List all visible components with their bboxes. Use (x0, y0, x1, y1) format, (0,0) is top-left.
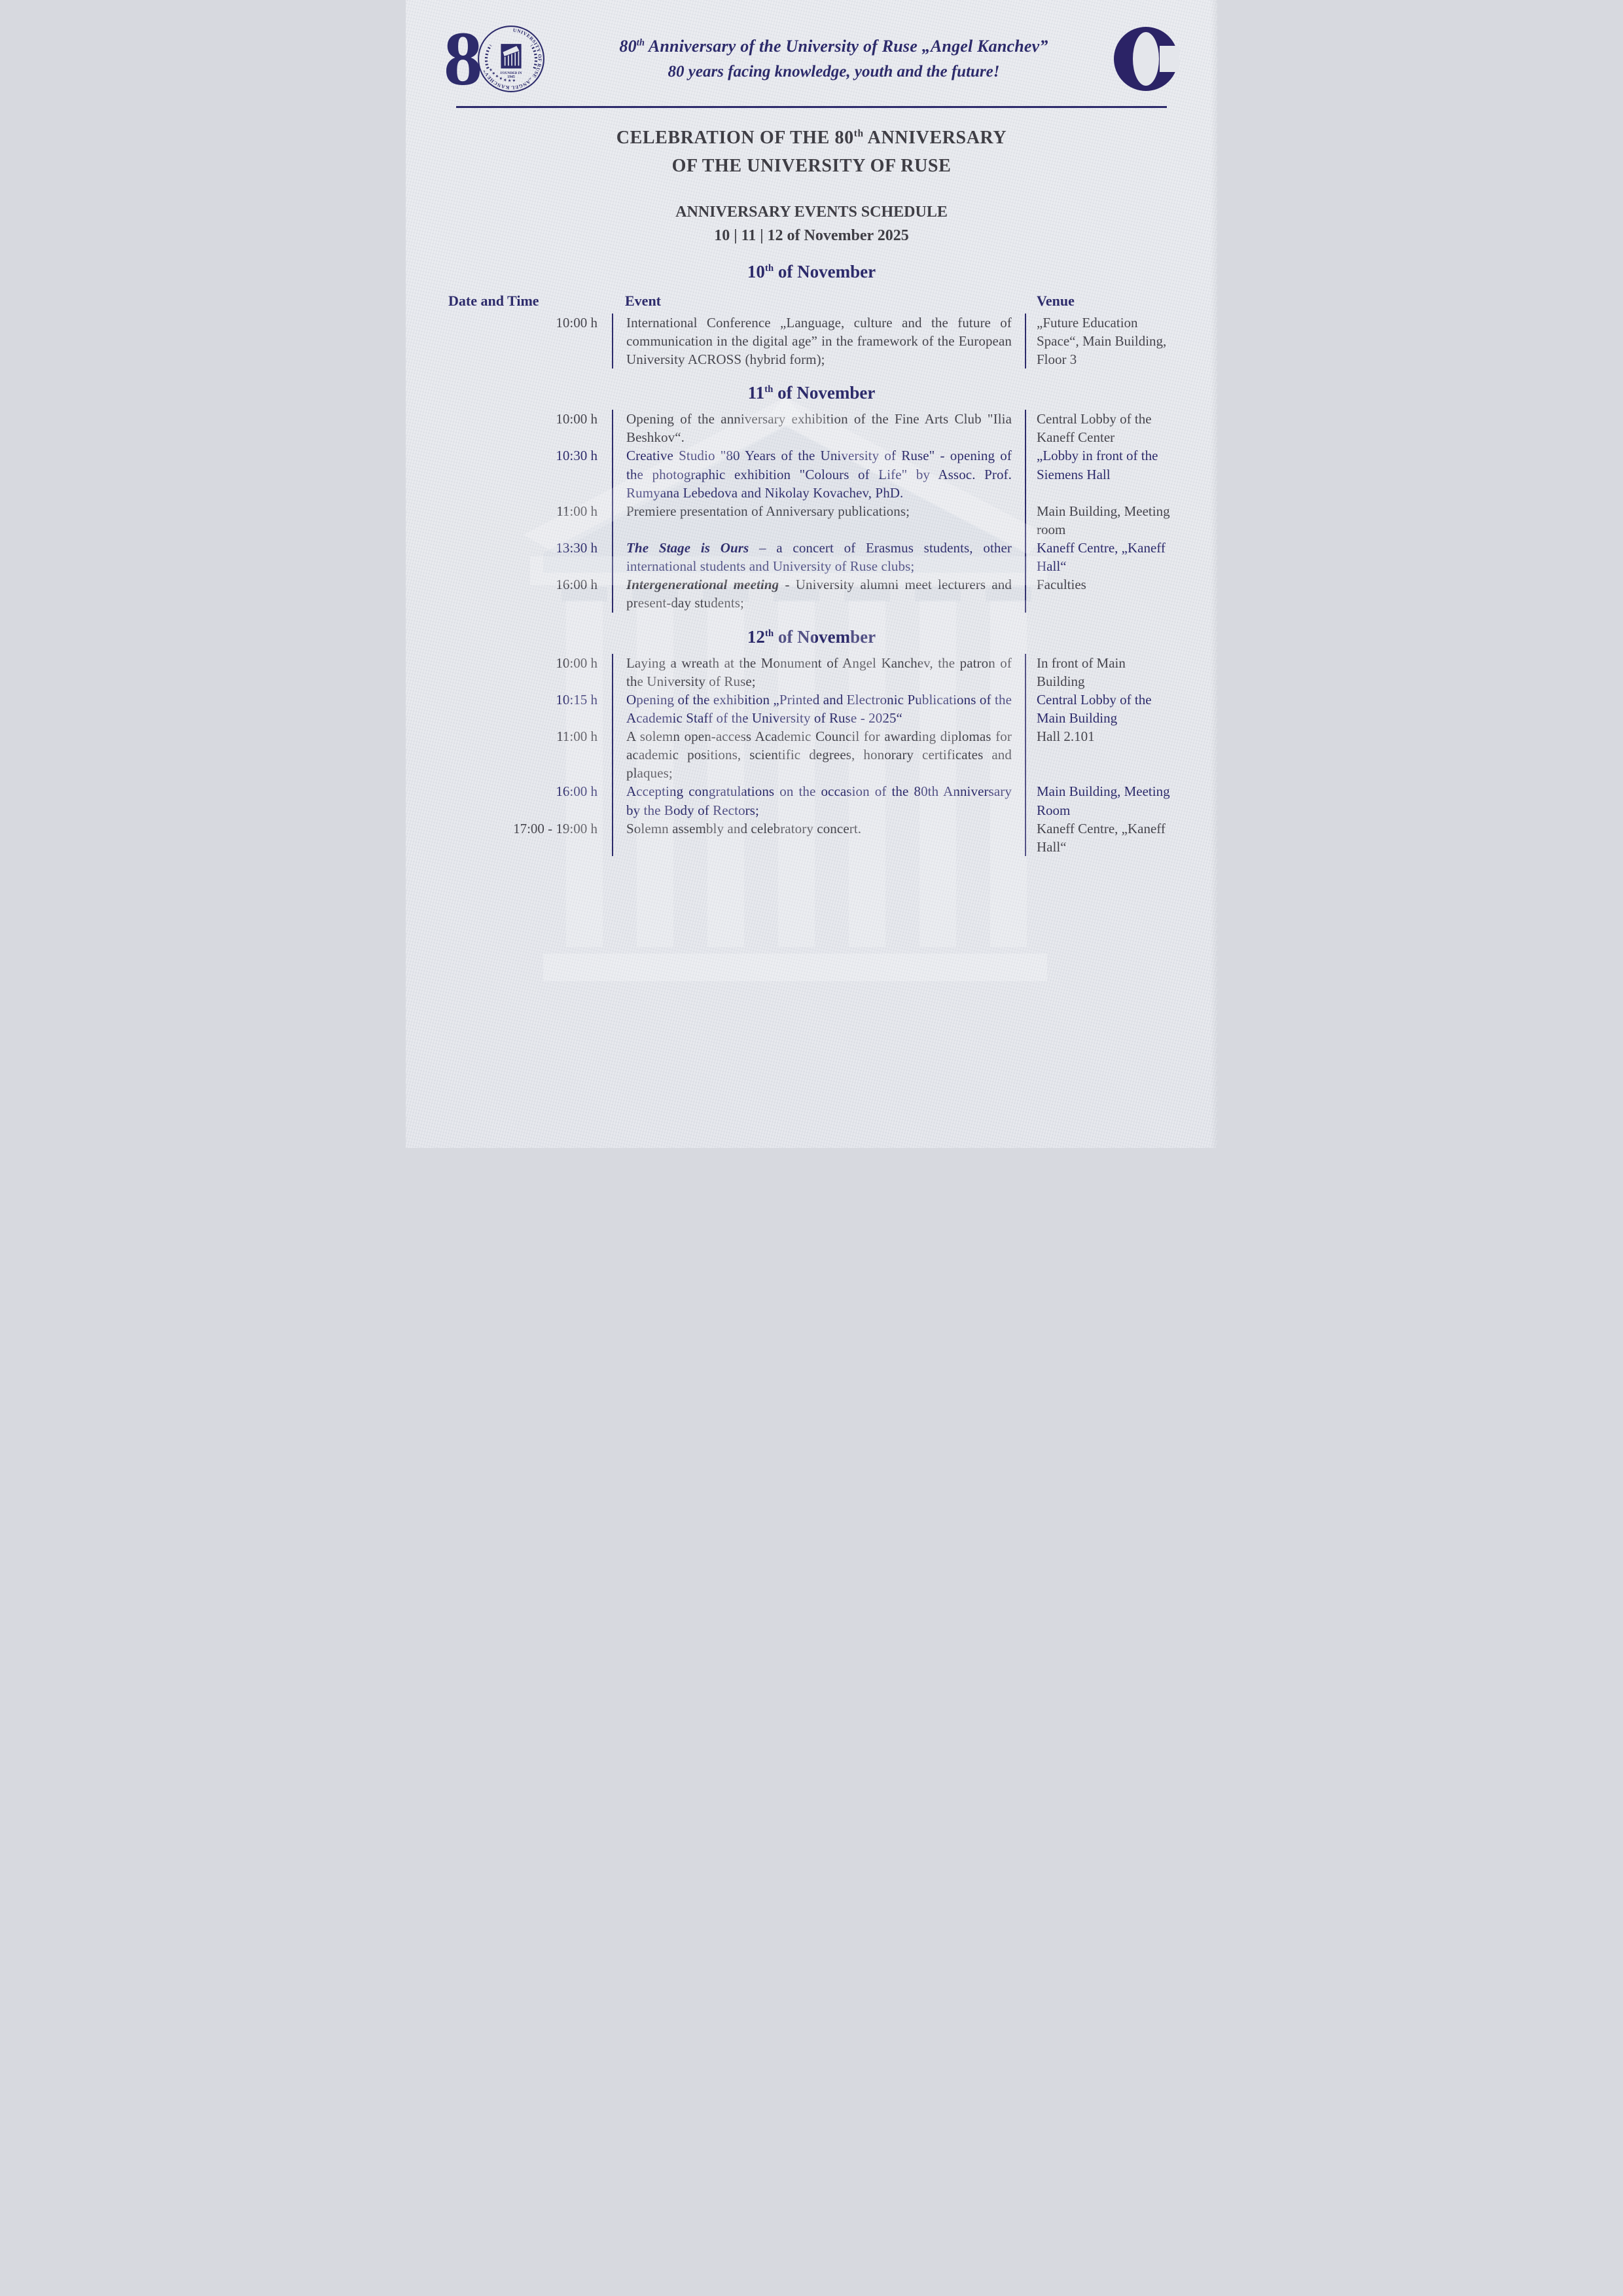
event-row-text (612, 446, 1026, 501)
section-day-rest: of November (773, 383, 876, 403)
table-header-row (448, 289, 1175, 311)
event-row-venue: Central Lobby of the Main Building (1037, 691, 1152, 726)
event-table-nov11 (448, 410, 1175, 612)
event-row-lead: The Stage is Ours (626, 540, 749, 556)
event-row-time: 10:30 h (556, 448, 597, 464)
event-row-time: 10:00 h (556, 655, 597, 671)
event-row-time: 13:30 h (556, 540, 597, 556)
section-day: 12 (747, 626, 765, 647)
event-row-body: International Conference „Language, culture and the future of communication in the digital age” in the framework of the European University ACROSS (hybrid form); (626, 314, 1012, 368)
university-seal-icon (477, 25, 545, 93)
section-day: 11 (747, 383, 765, 403)
event-row-text (612, 502, 1026, 539)
header-title-sup: th (636, 37, 645, 48)
event-row-time: 10:15 h (556, 691, 597, 708)
event-row-text (612, 727, 1026, 782)
event-row-time: 11:00 h (556, 728, 597, 745)
seal-founded-year: 1945 (507, 75, 515, 80)
section-heading-nov11 (406, 383, 1217, 403)
schedule-title-line1: ANNIVERSARY EVENTS SCHEDULE (675, 203, 948, 221)
event-row-body: Opening of the exhibition „Printed and Electronic Publications of the Academic Staff of the University of Ruse - 2025“ (626, 691, 1012, 726)
event-row-venue: „Lobby in front of the Siemens Hall (1037, 448, 1158, 482)
event-table-nov12 (448, 654, 1175, 856)
event-row-text (612, 539, 1026, 575)
schedule-dates: 10 | 11 | 12 of November 2025 (714, 226, 909, 244)
section-day: 10 (747, 261, 765, 281)
header-title-block (556, 37, 1111, 81)
event-row-text (612, 782, 1026, 819)
event-row-lead: Intergenerational meeting (626, 577, 779, 593)
event-row-body: Solemn assembly and celebratory concert. (626, 820, 862, 836)
event-row-body: Opening of the anniversary exhibition of the Fine Arts Club "Ilia Beshkov“. (626, 411, 1012, 446)
main-title-line1-pre: CELEBRATION OF THE 80 (616, 128, 854, 148)
main-title-line1 (406, 124, 1217, 152)
main-title-line2: OF THE UNIVERSITY OF RUSE (671, 156, 952, 177)
seal-building-icon (501, 44, 521, 68)
event-row-body: - University alumni meet lecturers and present-day students; (626, 577, 1012, 611)
main-title-line1-post: ANNIVERSARY (863, 128, 1007, 148)
seal-founded-text: FOUNDED IN (500, 71, 522, 75)
seal-ring-text: UNIVERSITY OF RUSE „ANGEL KANCHEV“ (481, 27, 543, 91)
event-row-body: Premiere presentation of Anniversary publications; (626, 503, 910, 519)
main-title (406, 124, 1217, 181)
event-row-venue: In front of Main Building (1037, 655, 1126, 689)
event-row-venue: Main Building, Meeting room (1037, 503, 1170, 537)
section-heading-nov10 (406, 262, 1217, 282)
main-title-line1-sup: th (853, 128, 864, 139)
header-title-num: 80 (619, 37, 637, 56)
section-day-sup: th (764, 384, 774, 395)
event-row-venue: Kaneff Centre, „Kaneff Hall“ (1037, 820, 1166, 855)
university-80-logo (444, 15, 556, 101)
c-monogram-icon (1114, 22, 1179, 96)
column-header-event: Event (625, 292, 661, 309)
event-row-body: – a concert of Erasmus students, other international students and University of Ruse clubs; (626, 540, 1012, 575)
event-row-text (612, 654, 1026, 691)
event-table-nov10 (448, 314, 1175, 368)
anniversary-poster (406, 0, 1217, 1148)
event-row-time: 10:00 h (556, 314, 597, 331)
header-title (562, 37, 1106, 56)
event-row-text (612, 691, 1026, 727)
schedule-title (406, 200, 1217, 247)
section-heading-nov12 (406, 627, 1217, 647)
event-row-text (612, 314, 1026, 368)
header-title-rest: Anniversary of the University of Ruse „Angel Kanchev” (645, 37, 1048, 56)
event-row-venue: Kaneff Centre, „Kaneff Hall“ (1037, 540, 1166, 575)
event-row-body: Accepting congratulations on the occasion of the 80th Anniversary by the Body of Rectors; (626, 783, 1012, 818)
event-row-venue: Faculties (1037, 577, 1086, 593)
section-day-rest: of November (774, 261, 876, 281)
event-row-body: A solemn open-access Academic Council for awarding diplomas for academic positions, scientific degrees, honorary certificates and plaques; (626, 728, 1012, 781)
header-tagline: 80 years facing knowledge, youth and the future! (668, 63, 1000, 81)
event-row-venue: „Future Education Space“, Main Building, Floor 3 (1037, 314, 1167, 368)
event-row-venue: Hall 2.101 (1037, 728, 1095, 745)
header-divider (456, 106, 1167, 108)
event-row-time: 10:00 h (556, 411, 597, 427)
event-row-time: 16:00 h (556, 783, 597, 800)
section-day-sup: th (764, 628, 774, 639)
seal-stars: ★ ★ ★ ★ ★ ★ ★ (488, 67, 516, 84)
event-row-time: 11:00 h (556, 503, 597, 519)
column-header-venue: Venue (1037, 292, 1075, 309)
event-row-body: Laying a wreath at the Monument of Angel Kanchev, the patron of the University of Ruse; (626, 655, 1012, 689)
event-row-text (612, 575, 1026, 612)
event-row-text (612, 819, 1026, 856)
c-monogram-logo (1111, 22, 1179, 96)
event-row-body: Creative Studio "80 Years of the University of Ruse" - opening of the photographic exhibition "Colours of Life" by Assoc. Prof. Rumyana Lebedova and Nikolay Kovachev, PhD. (626, 448, 1012, 501)
event-row-venue: Central Lobby of the Kaneff Center (1037, 411, 1152, 446)
event-row-time: 16:00 h (556, 577, 597, 593)
logo-eight-digit: 8 (444, 15, 480, 101)
header (406, 0, 1217, 101)
section-day-rest: of November (774, 626, 876, 647)
column-header-datetime: Date and Time (448, 292, 539, 309)
section-day-sup: th (764, 262, 774, 274)
event-row-time: 17:00 - 19:00 h (513, 820, 597, 836)
event-row-text (612, 410, 1026, 446)
event-row-venue: Main Building, Meeting Room (1037, 783, 1170, 818)
